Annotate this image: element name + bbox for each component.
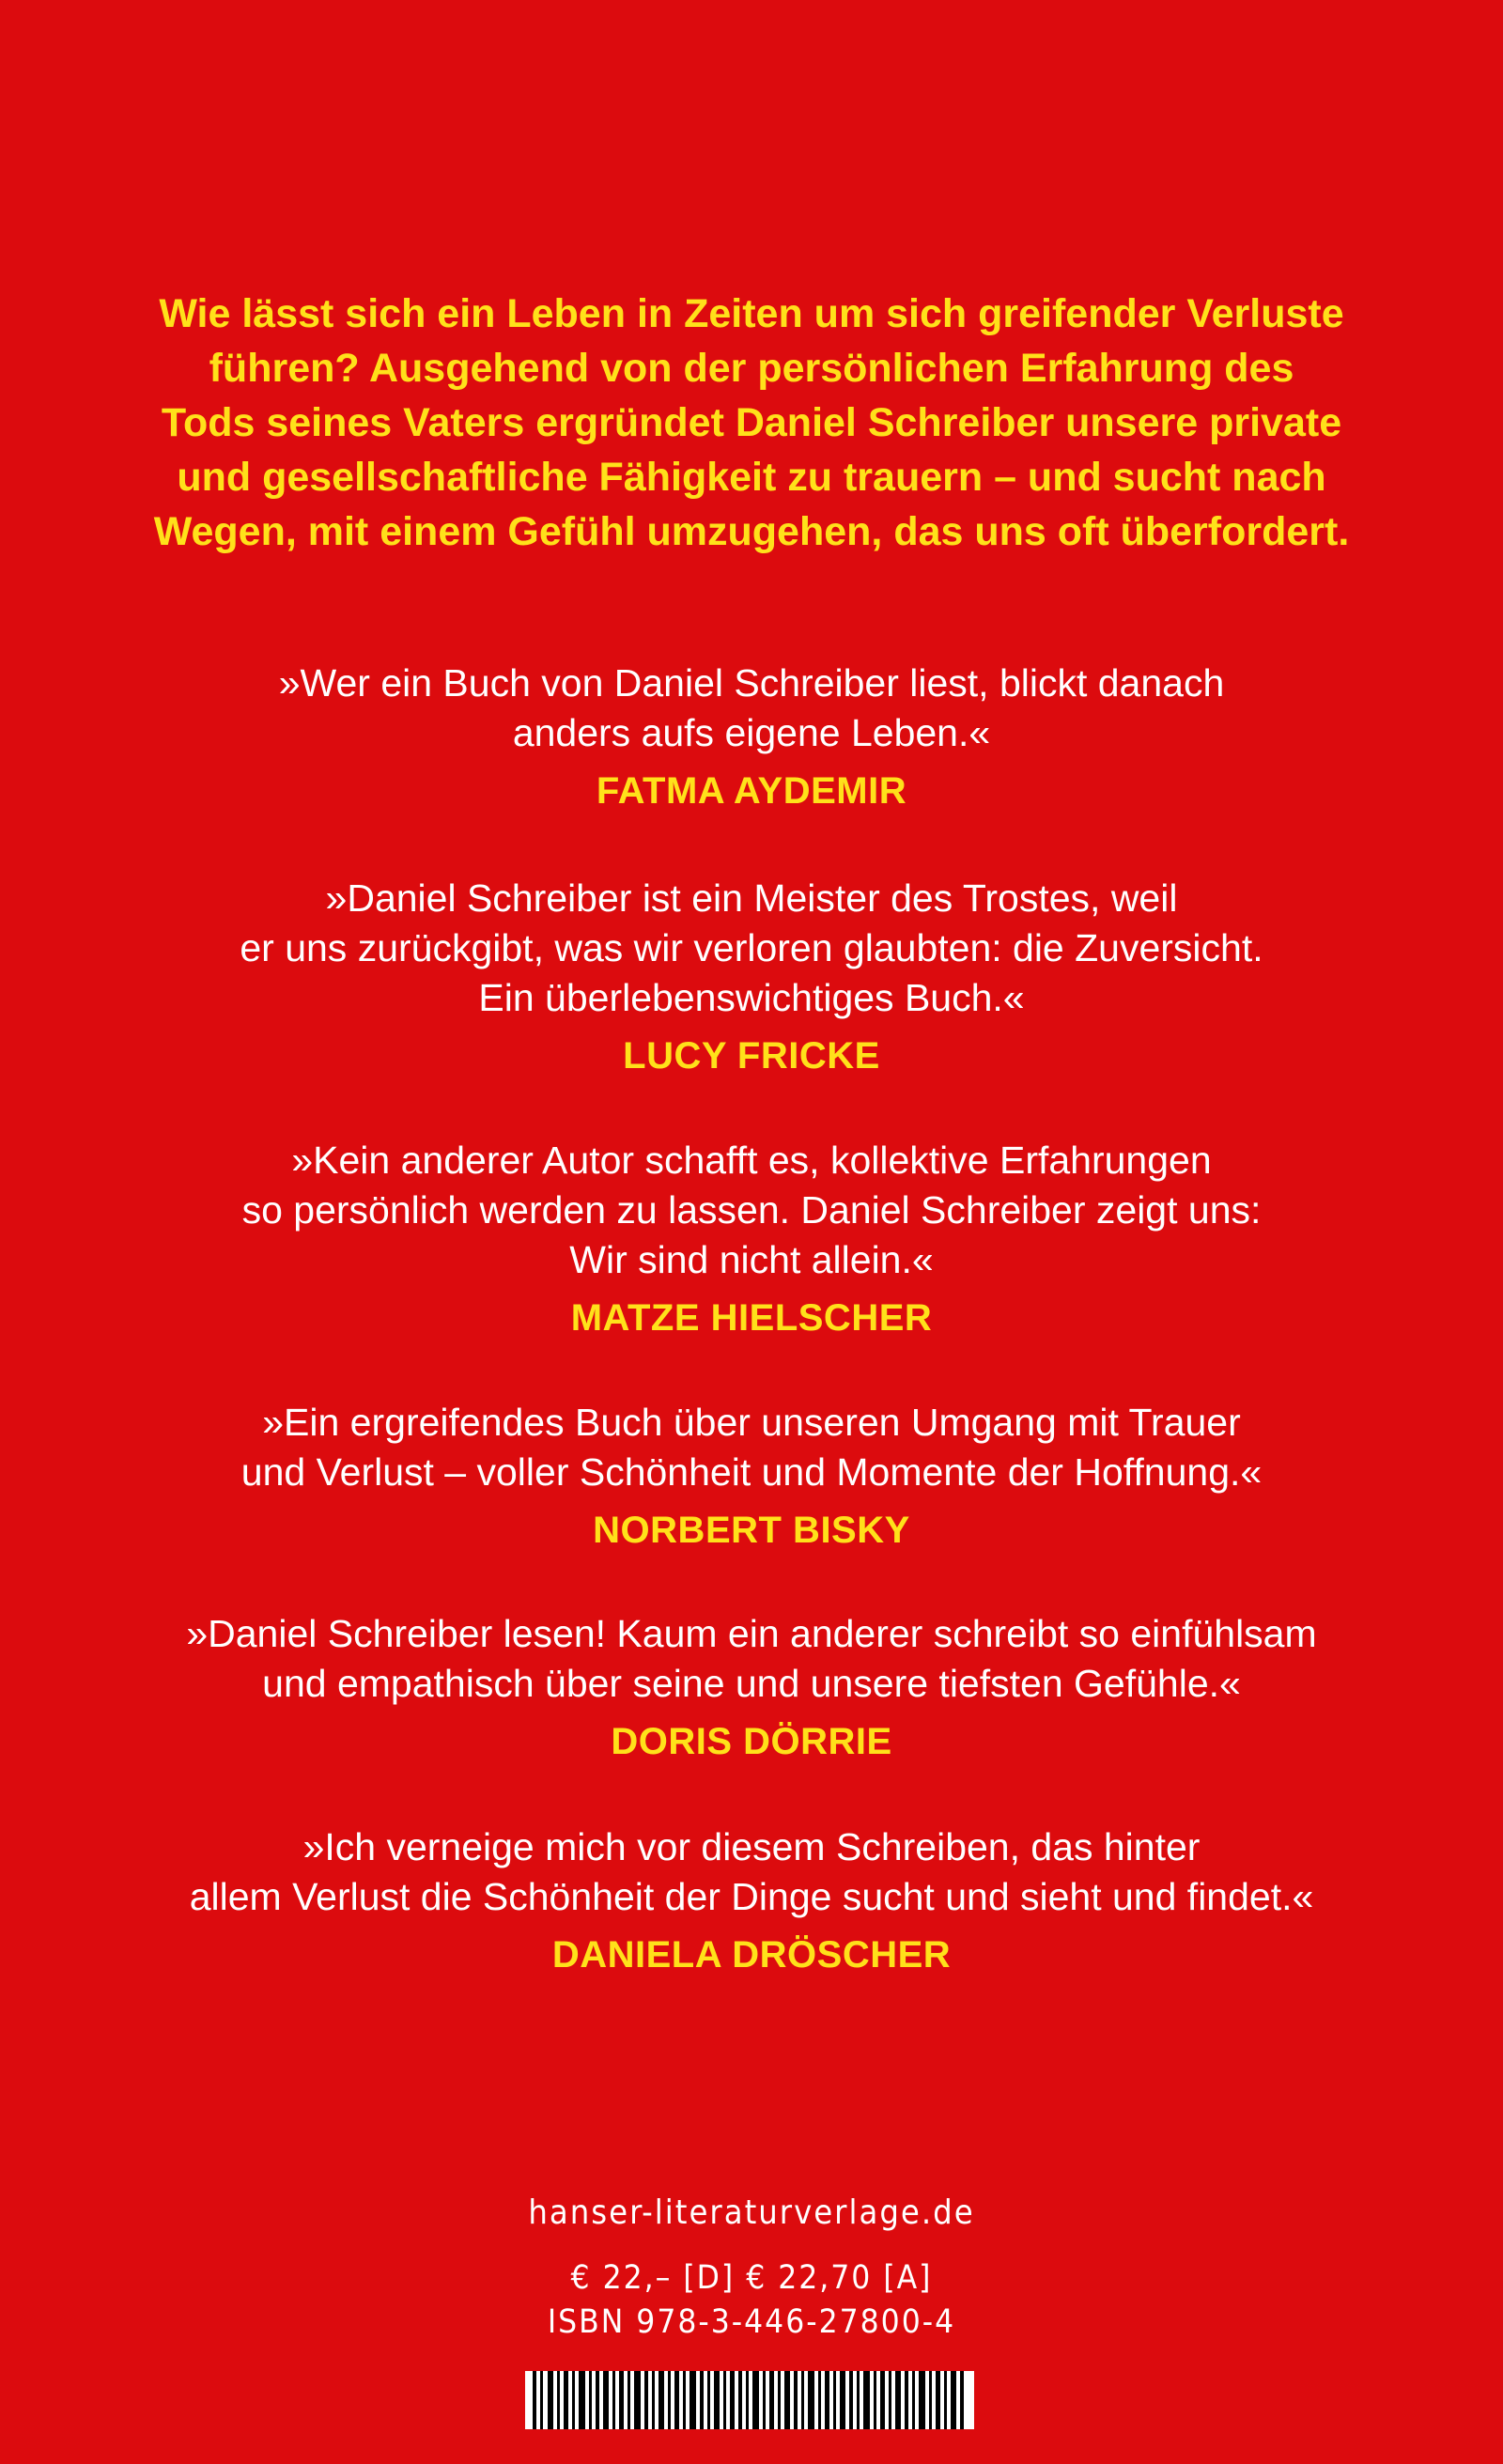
quote-line: so persönlich werden zu lassen. Daniel Schreiber zeigt uns: — [241, 1188, 1262, 1232]
review-quote — [0, 659, 1503, 814]
quote-text — [0, 1136, 1503, 1285]
quote-line: »Kein anderer Autor schafft es, kollektive Erfahrungen — [291, 1139, 1212, 1182]
quote-line: anders aufs eigene Leben.« — [512, 711, 991, 754]
isbn-number: ISBN 978-3-446-27800-4 — [547, 2303, 956, 2341]
review-quote — [0, 874, 1503, 1079]
barcode — [525, 2371, 974, 2429]
quote-line: »Wer ein Buch von Daniel Schreiber liest, blickt danach — [278, 661, 1225, 705]
blurb-line: Tods seines Vaters ergründet Daniel Schreiber unsere private — [161, 400, 1342, 445]
publisher-website: hanser-literaturverlage.de — [528, 2193, 975, 2232]
quote-line: »Daniel Schreiber ist ein Meister des Trostes, weil — [325, 876, 1178, 920]
quote-text — [0, 874, 1503, 1023]
quote-line: und empathisch über seine und unsere tiefsten Gefühle.« — [262, 1662, 1241, 1705]
review-quote — [0, 1398, 1503, 1554]
blurb-line: und gesellschaftliche Fähigkeit zu trauern – und sucht nach — [177, 455, 1326, 500]
quote-line: Ein überlebenswichtiges Buch.« — [478, 976, 1025, 1019]
quote-author: LUCY FRICKE — [623, 1035, 880, 1077]
quote-line: »Daniel Schreiber lesen! Kaum ein anderer schreibt so einfühlsam — [186, 1612, 1317, 1655]
review-quote — [0, 1822, 1503, 1978]
quote-text — [0, 1609, 1503, 1709]
review-quote — [0, 1609, 1503, 1765]
quote-line: und Verlust – voller Schönheit und Momente der Hoffnung.« — [240, 1450, 1263, 1494]
review-quote — [0, 1136, 1503, 1341]
quote-text — [0, 1822, 1503, 1922]
quote-text — [0, 659, 1503, 758]
quote-author: DANIELA DRÖSCHER — [551, 1934, 952, 1976]
quote-line: allem Verlust die Schönheit der Dinge sucht und sieht und findet.« — [189, 1875, 1314, 1918]
quote-text — [0, 1398, 1503, 1497]
quote-line: »Ein ergreifendes Buch über unseren Umgang mit Trauer — [262, 1401, 1241, 1444]
blurb-text — [85, 287, 1418, 559]
barcode-icon — [525, 2371, 974, 2429]
quote-author: NORBERT BISKY — [593, 1510, 910, 1551]
quote-author: FATMA AYDEMIR — [596, 770, 907, 812]
quote-line: Wir sind nicht allein.« — [569, 1238, 934, 1281]
price-info: € 22,– [D] € 22,70 [A] — [570, 2259, 933, 2297]
blurb-line: Wie lässt sich ein Leben in Zeiten um sich greifender Verluste — [159, 291, 1344, 336]
blurb-line: Wegen, mit einem Gefühl umzugehen, das uns oft überfordert. — [153, 509, 1350, 554]
blurb-line: führen? Ausgehend von der persönlichen Erfahrung des — [209, 346, 1294, 391]
quote-line: er uns zurückgibt, was wir verloren glaubten: die Zuversicht. — [240, 926, 1263, 969]
quote-author: DORIS DÖRRIE — [611, 1721, 892, 1762]
quote-line: »Ich verneige mich vor diesem Schreiben, das hinter — [302, 1825, 1201, 1868]
quote-author: MATZE HIELSCHER — [570, 1297, 933, 1339]
